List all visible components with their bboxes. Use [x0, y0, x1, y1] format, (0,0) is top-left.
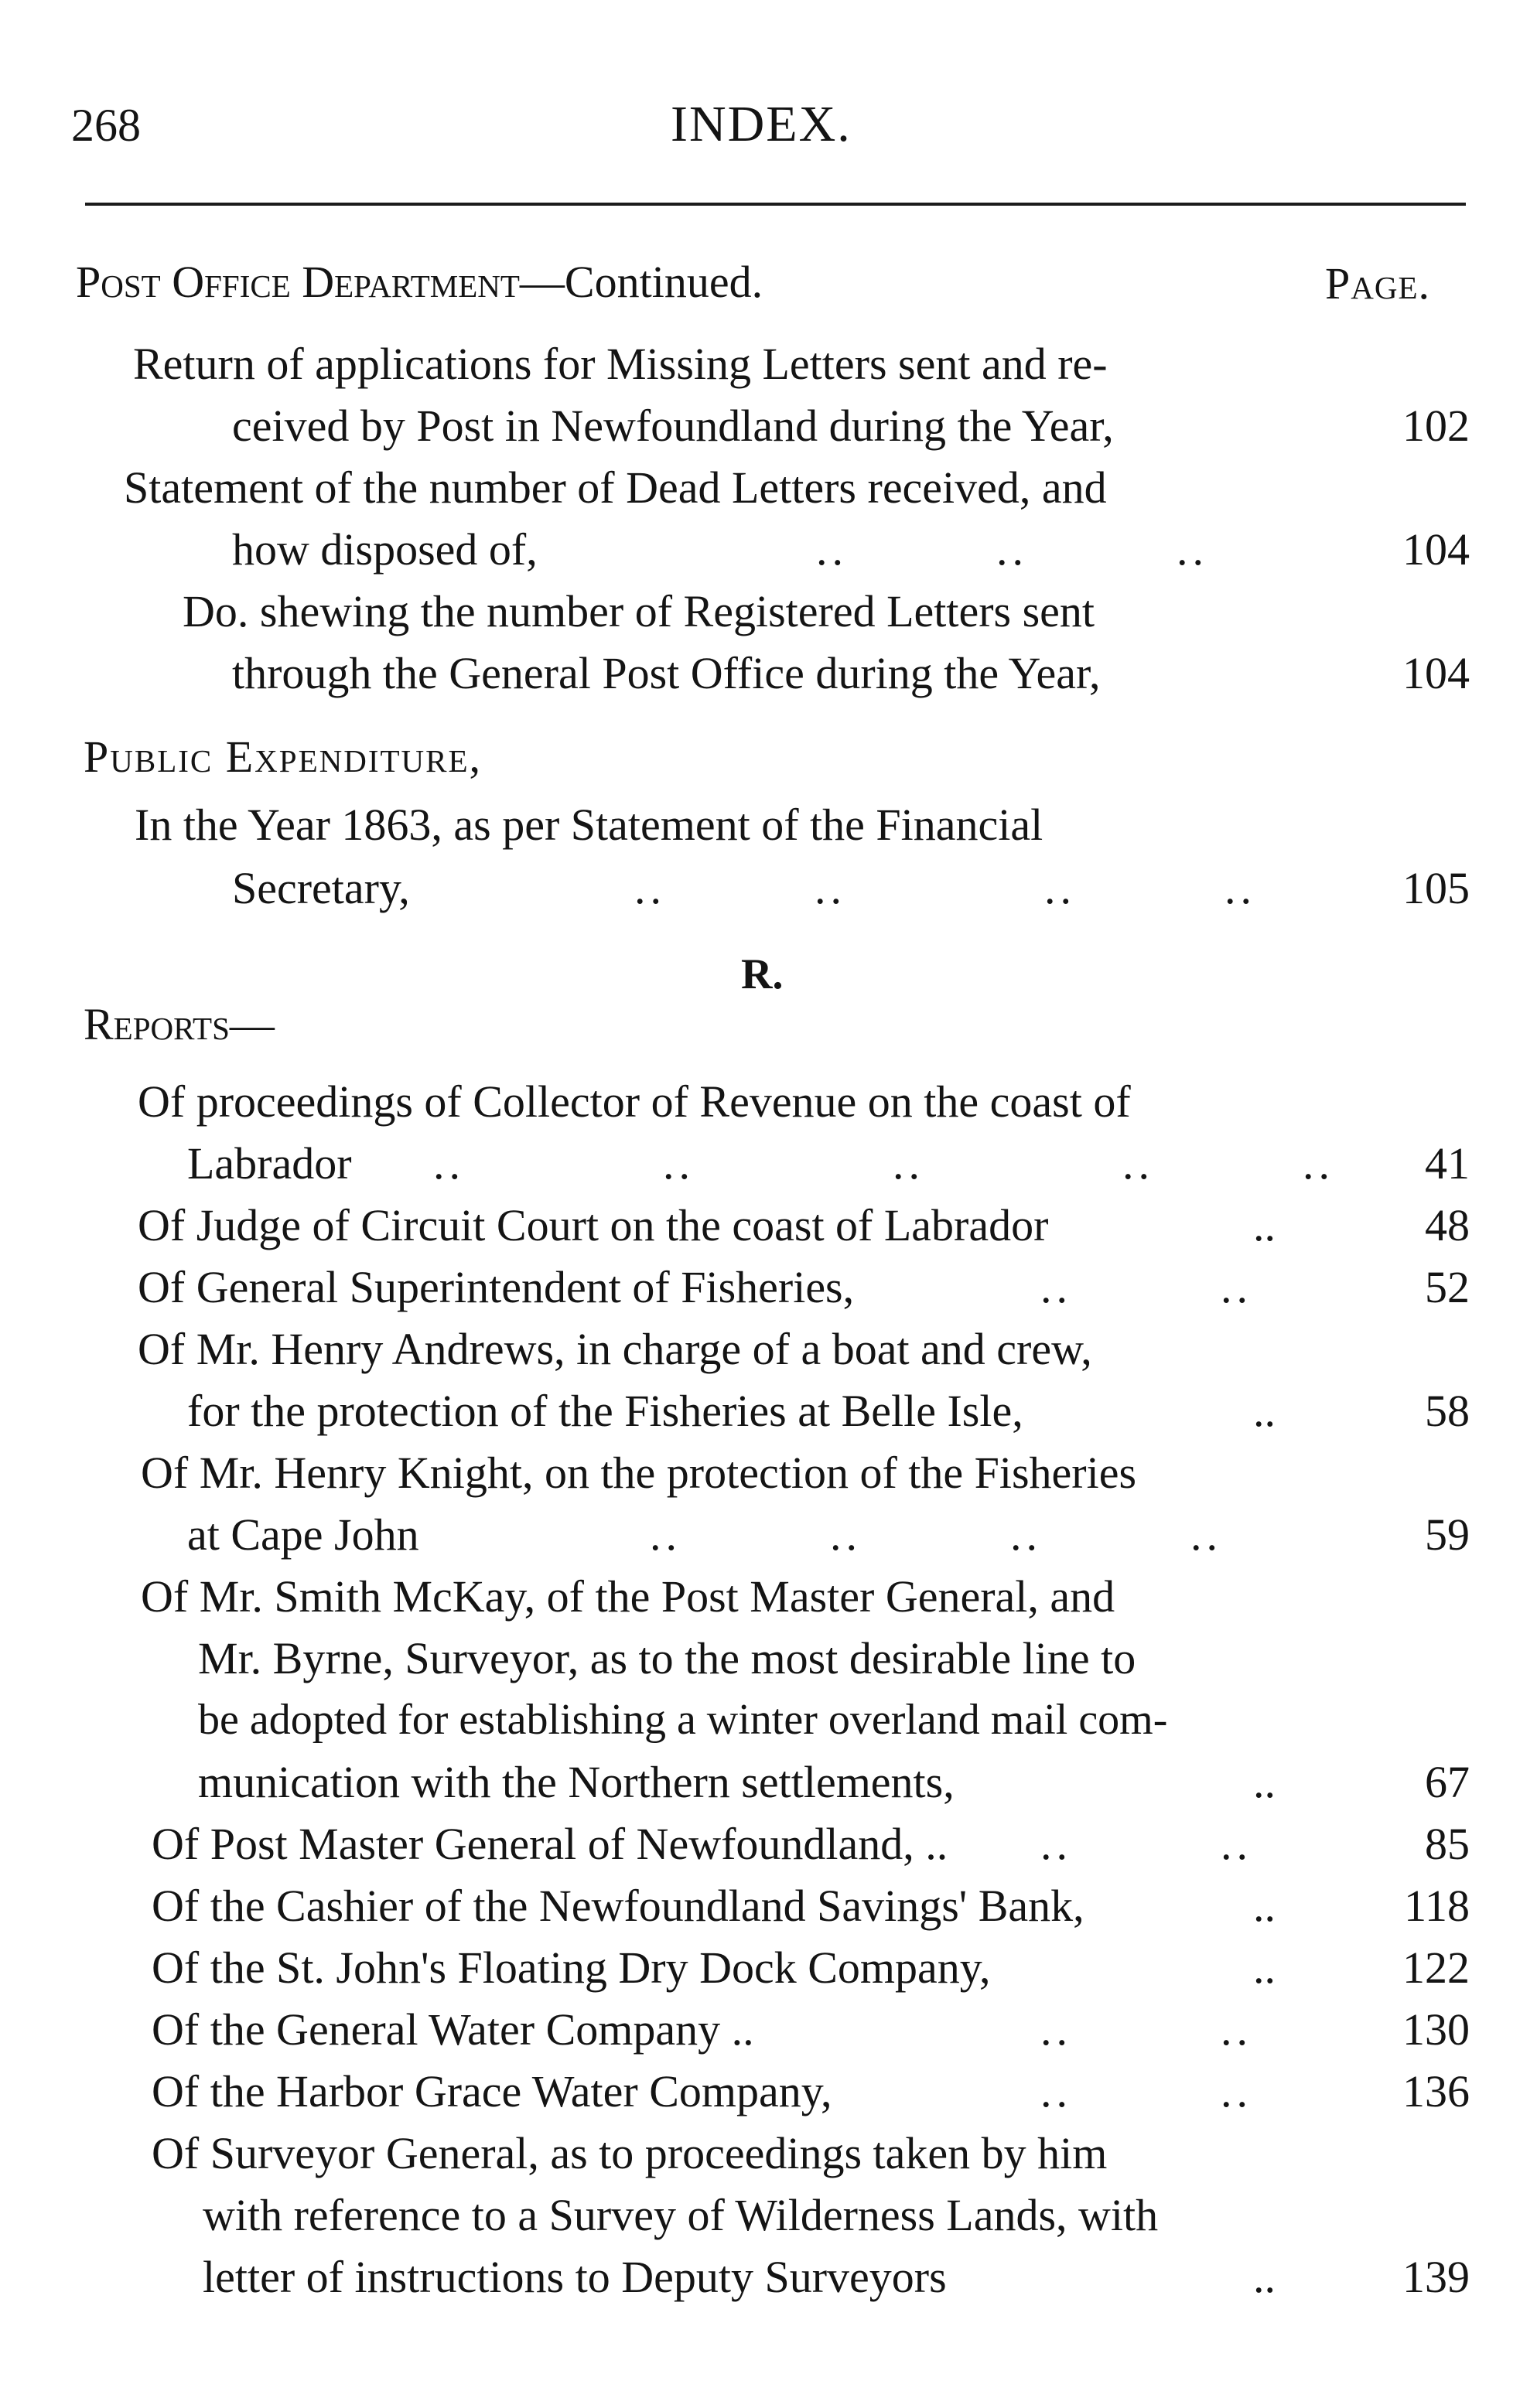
entry-line: Of Mr. Henry Andrews, in charge of a boat and crew, [138, 1324, 1092, 1374]
entry-line: Of Mr. Smith McKay, of the Post Master General, and [141, 1571, 1115, 1622]
entry-line: Of the St. John's Floating Dry Dock Company, [152, 1942, 991, 1993]
entry-line: Of Post Master General of Newfoundland, .. [152, 1819, 948, 1869]
entry-line: Mr. Byrne, Surveyor, as to the most desirable line to [198, 1633, 1136, 1683]
page-ref: 59 [1425, 1509, 1470, 1560]
entry-line: at Cape John [187, 1509, 419, 1560]
page-ref: 85 [1425, 1819, 1470, 1869]
entry-line: Labrador [187, 1138, 352, 1189]
entry-line: In the Year 1863, as per Statement of the Financial [135, 800, 1043, 850]
entry-line: through the General Post Office during the Year, [232, 648, 1101, 698]
page-ref: 102 [1402, 401, 1470, 451]
running-head: INDEX. [671, 96, 852, 152]
page-ref: 122 [1402, 1942, 1470, 1993]
page-ref: 118 [1404, 1881, 1470, 1931]
entry-line: Of Mr. Henry Knight, on the protection of the Fisheries [141, 1448, 1137, 1498]
letter-heading: R. [741, 950, 784, 998]
entry-line: Statement of the number of Dead Letters received, and [124, 462, 1107, 513]
section-heading-suffix: —Continued. [519, 257, 763, 307]
entry-line: Of General Superintendent of Fisheries, [138, 1262, 855, 1312]
entry-line: Of Judge of Circuit Court on the coast of Labrador [138, 1200, 1049, 1250]
dot-leaders: .. .. [1040, 2004, 1252, 2055]
entry-line: Of the General Water Company .. [152, 2004, 754, 2055]
section-heading-name: Post Office Department [76, 257, 520, 307]
entry-line: Secretary, [232, 863, 410, 913]
page-ref: 41 [1425, 1138, 1470, 1189]
dot-leaders: .. [1253, 1200, 1276, 1250]
dot-leaders: .. .. [1040, 1262, 1252, 1312]
entry-line: munication with the Northern settlements, [198, 1757, 955, 1807]
entry-line: Return of applications for Missing Letters sent and re- [133, 339, 1108, 389]
page-ref: 104 [1402, 524, 1470, 575]
dot-leaders: .. [1253, 1757, 1276, 1807]
section-heading [76, 257, 763, 307]
section-heading: Reports— [84, 999, 275, 1049]
page-number: 268 [71, 100, 141, 151]
page-ref: 136 [1402, 2066, 1470, 2116]
dot-leaders: .. [1253, 1881, 1276, 1931]
page-ref: 139 [1402, 2252, 1470, 2302]
page-ref: 130 [1402, 2004, 1470, 2055]
dot-leaders: .. .. .. .. .. [433, 1138, 1334, 1189]
page-ref: 48 [1425, 1200, 1470, 1250]
dot-leaders: .. .. .. [816, 524, 1208, 575]
page-ref: 52 [1425, 1262, 1470, 1312]
entry-line: for the protection of the Fisheries at Belle Isle, [187, 1386, 1023, 1436]
entry-line: Of the Cashier of the Newfoundland Savings' Bank, [152, 1881, 1084, 1931]
page-ref: 67 [1425, 1757, 1470, 1807]
dot-leaders: .. [1253, 1942, 1276, 1993]
dot-leaders: .. [1253, 2252, 1276, 2302]
entry-line: Of proceedings of Collector of Revenue on the coast of [138, 1076, 1131, 1127]
page-column-heading: Page. [1325, 258, 1431, 309]
dot-leaders: .. .. .. .. [634, 863, 1256, 913]
entry-line: Of the Harbor Grace Water Company, [152, 2066, 832, 2116]
dot-leaders: .. .. [1040, 2066, 1252, 2116]
header-rule [85, 203, 1466, 206]
entry-line: be adopted for establishing a winter overland mail com- [198, 1696, 1168, 1744]
entry-line: Of Surveyor General, as to proceedings taken by him [152, 2128, 1108, 2178]
section-heading: Public Expenditure, [84, 732, 483, 782]
page-ref: 105 [1402, 863, 1470, 913]
dot-leaders: .. .. .. .. [650, 1509, 1222, 1560]
entry-line: with reference to a Survey of Wilderness Lands, with [203, 2190, 1159, 2240]
entry-line: ceived by Post in Newfoundland during the Year, [232, 401, 1114, 451]
dot-leaders: .. [1253, 1386, 1276, 1436]
page-ref: 104 [1402, 648, 1470, 698]
entry-line: Do. shewing the number of Registered Letters sent [183, 586, 1095, 636]
dot-leaders: .. .. [1040, 1819, 1252, 1869]
entry-line: letter of instructions to Deputy Surveyors [203, 2252, 947, 2302]
entry-line: how disposed of, [232, 524, 538, 575]
page-ref: 58 [1425, 1386, 1470, 1436]
